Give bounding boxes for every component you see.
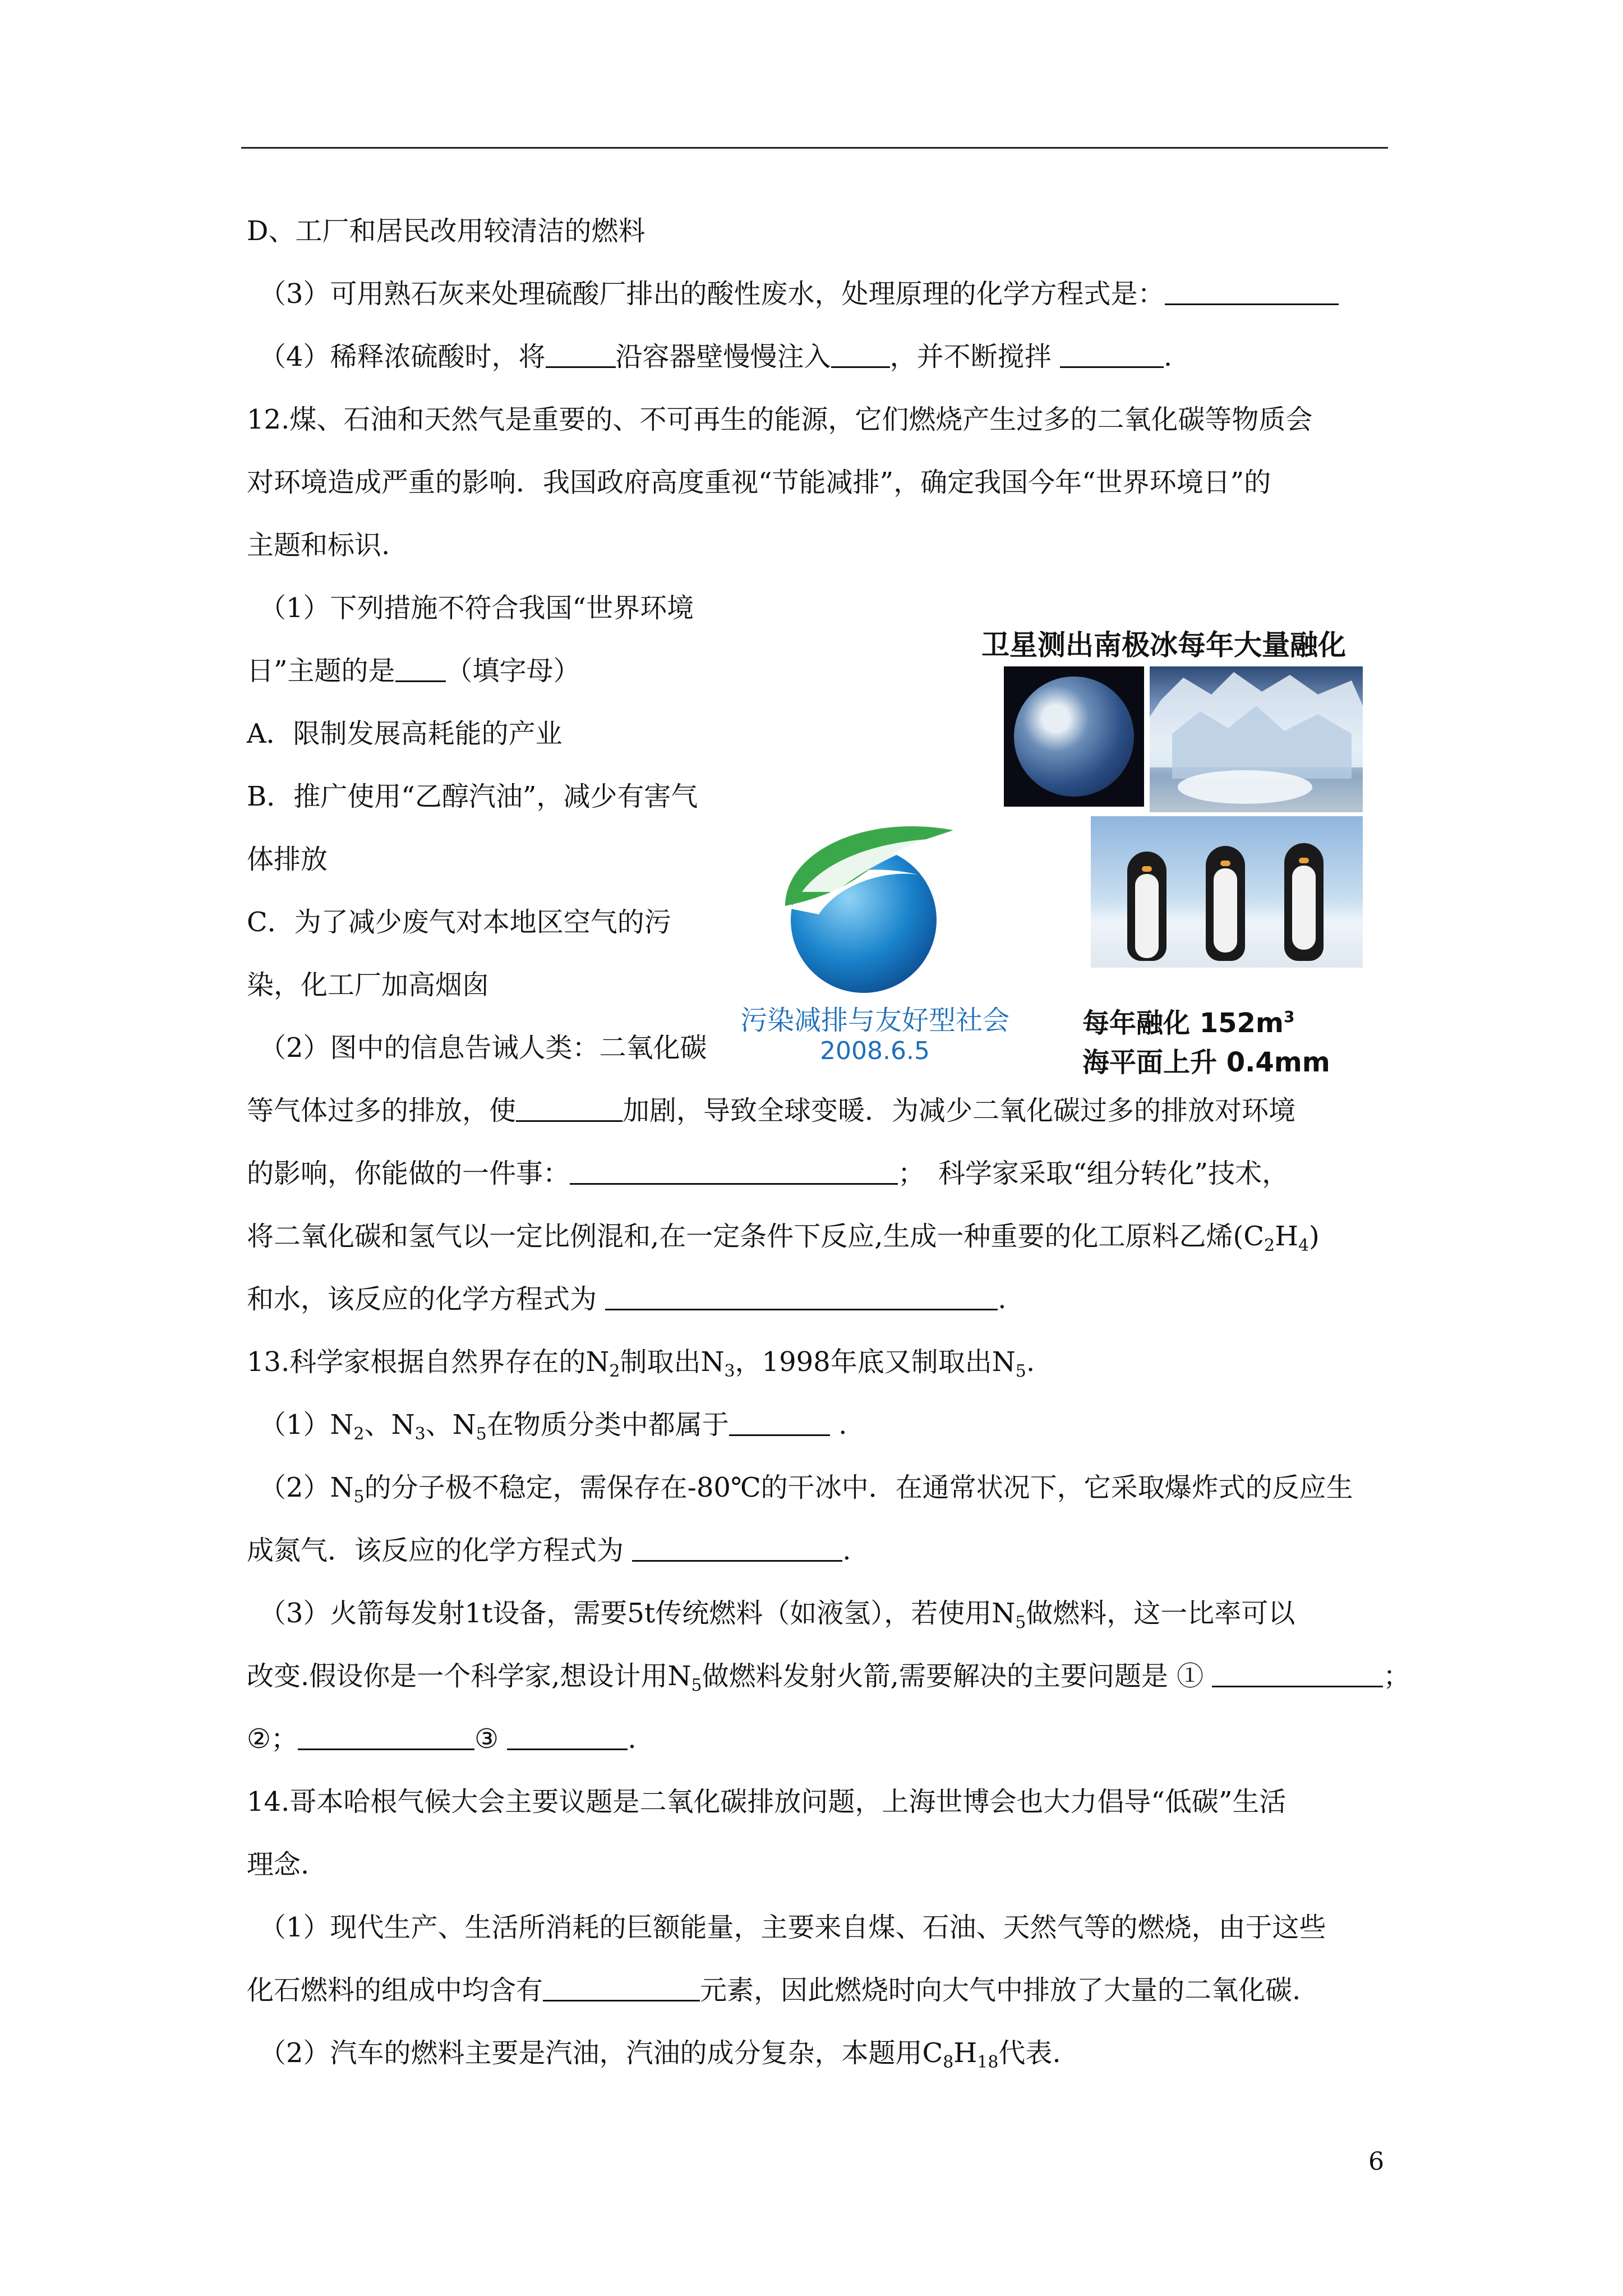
penguin-icon bbox=[1206, 846, 1245, 961]
answer-blank[interactable] bbox=[543, 1975, 700, 2001]
option-d: D、工厂和居民改用较清洁的燃料 bbox=[247, 215, 645, 247]
logo-date: 2008.6.5 bbox=[820, 1037, 930, 1065]
question-14-1: （1）现代生产、生活所消耗的巨额能量，主要来自煤、石油、天然气等的燃烧，由于这些 bbox=[259, 1912, 1326, 1943]
question-13-3-cont: 改变.假设你是一个科学家,想设计用$N_5$做燃料发射火箭,需要解决的主要问题是 ① ； bbox=[247, 1660, 1410, 1695]
penguin-icon bbox=[1284, 843, 1324, 961]
question-12-stem-3: 主题和标识. bbox=[247, 530, 390, 561]
question-12-1: （1）下列措施不符合我国“世界环境 bbox=[259, 592, 694, 624]
answer-blank[interactable] bbox=[1165, 279, 1339, 305]
option-a: A．限制发展高耗能的产业 bbox=[247, 718, 562, 749]
earth-photo bbox=[1004, 666, 1144, 807]
question-12-2-cont: 等气体过多的排放，使 加剧，导致全球变暖．为减少二氧化碳过多的排放对环境 bbox=[247, 1095, 1296, 1126]
question-13-stem: 13.科学家根据自然界存在的$N_2$制取出$N_3$，1998年底又制取出$N_5$. bbox=[247, 1346, 1035, 1381]
answer-blank[interactable] bbox=[831, 342, 890, 368]
question-12-2-cont-3: 将二氧化碳和氢气以一定比例混和,在一定条件下反应,生成一种重要的化工原料乙烯$(C_2H_4)$ bbox=[247, 1221, 1320, 1255]
glacier-photo bbox=[1150, 666, 1363, 812]
answer-blank[interactable] bbox=[546, 342, 616, 368]
option-c-cont: 染，化工厂加高烟囱 bbox=[247, 969, 490, 1001]
leaf-globe-icon bbox=[751, 808, 987, 999]
question-13-3: （3）火箭每发射1t设备，需要5t传统燃料（如液氢），若使用$N_5$做燃料，这一比率可以 bbox=[259, 1598, 1295, 1632]
header-rule bbox=[241, 147, 1388, 149]
option-c: C．为了减少废气对本地区空气的污 bbox=[247, 907, 671, 938]
question-12-stem: 12.煤、石油和天然气是重要的、不可再生的能源，它们燃烧产生过多的二氧化碳等物质会 bbox=[247, 404, 1313, 435]
globe-icon bbox=[1014, 677, 1134, 797]
logo-caption: 污染减排与友好型社会 bbox=[740, 1005, 1010, 1036]
emission-reduction-logo bbox=[751, 808, 987, 999]
answer-blank[interactable] bbox=[1212, 1661, 1383, 1687]
question-11-4: （4）稀释浓硫酸时，将 沿容器壁慢慢注入 ，并不断搅拌 . bbox=[259, 341, 1173, 372]
penguins-photo bbox=[1091, 816, 1363, 968]
question-14-stem-2: 理念. bbox=[247, 1849, 310, 1880]
option-b-cont: 体排放 bbox=[247, 844, 328, 875]
melt-caption: 每年融化 $152m^3$ bbox=[1082, 1007, 1295, 1039]
sea-level-caption: 海平面上升 0.4mm bbox=[1082, 1047, 1330, 1078]
question-12-2: （2）图中的信息告诫人类：二氧化碳 bbox=[259, 1032, 707, 1064]
question-12-stem-2: 对环境造成严重的影响．我国政府高度重视“节能减排”，确定我国今年“世界环境日”的 bbox=[247, 467, 1271, 498]
environment-day-figure bbox=[740, 623, 1408, 1088]
figure-title: 卫星测出南极冰每年大量融化 bbox=[981, 629, 1346, 661]
question-14-2: （2）汽车的燃料主要是汽油，汽油的成分复杂，本题用$C_8H_{18}$代表. bbox=[259, 2037, 1061, 2072]
question-14-stem: 14.哥本哈根气候大会主要议题是二氧化碳排放问题，上海世博会也大力倡导“低碳”生活 bbox=[247, 1786, 1287, 1818]
answer-blank[interactable] bbox=[605, 1284, 998, 1310]
answer-blank[interactable] bbox=[395, 656, 446, 682]
question-14-1-cont: 化石燃料的组成中均含有 元素，因此燃烧时向大气中排放了大量的二氧化碳. bbox=[247, 1975, 1301, 2006]
answer-blank[interactable] bbox=[632, 1535, 842, 1562]
question-11-3: （3）可用熟石灰来处理硫酸厂排出的酸性废水，处理原理的化学方程式是： bbox=[259, 277, 1339, 311]
option-b: B．推广使用“乙醇汽油”，减少有害气 bbox=[247, 781, 698, 812]
question-12-2-cont-2: 的影响，你能做的一件事： ； 科学家采取“组分转化”技术， bbox=[247, 1158, 1289, 1189]
answer-blank[interactable] bbox=[298, 1724, 474, 1750]
question-12-1-cont: 日”主题的是 （填字母） bbox=[247, 655, 580, 687]
answer-blank[interactable] bbox=[570, 1158, 898, 1185]
question-12-2-cont-4: 和水，该反应的化学方程式为 . bbox=[247, 1283, 1007, 1315]
question-13-1: $(1)N_2$、$N_3$、$N_5$在物质分类中都属于 . bbox=[259, 1409, 847, 1444]
answer-blank[interactable] bbox=[1060, 342, 1164, 368]
question-13-2-cont: 成氮气．该反应的化学方程式为 . bbox=[247, 1535, 851, 1566]
answer-blank[interactable] bbox=[729, 1410, 830, 1436]
question-13-2: $(2)N_5$的分子极不稳定，需保存在-80℃的干冰中．在通常状况下，它采取爆炸式的反应生 bbox=[259, 1472, 1353, 1507]
answer-blank[interactable] bbox=[516, 1096, 623, 1122]
page-number: 6 bbox=[1368, 2147, 1384, 2176]
answer-blank[interactable] bbox=[507, 1724, 628, 1750]
question-13-3-cont-2: ②； ③ . bbox=[247, 1723, 637, 1755]
penguin-icon bbox=[1127, 852, 1166, 961]
glacier-icon bbox=[1150, 666, 1363, 812]
